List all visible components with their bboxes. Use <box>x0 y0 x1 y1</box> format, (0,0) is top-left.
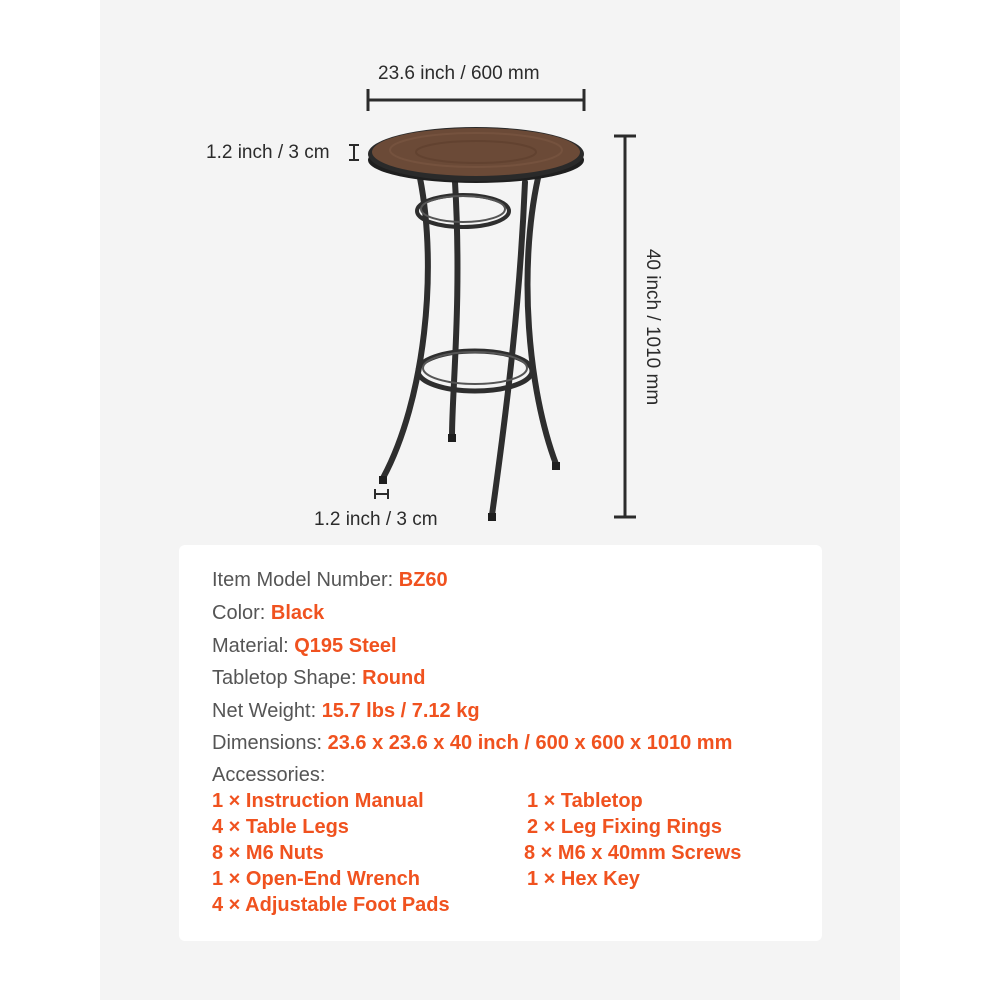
spec-model-value: BZ60 <box>398 569 448 591</box>
accessory-item: 1 × Open-End Wrench <box>212 868 420 890</box>
lower-fixing-ring <box>418 351 532 391</box>
spec-color <box>212 602 324 625</box>
spec-weight <box>212 700 480 723</box>
leg-thickness-label: 1.2 inch / 3 cm <box>314 509 438 530</box>
round-tabletop <box>368 127 584 183</box>
spec-material <box>212 635 397 658</box>
accessory-item: 1 × Instruction Manual <box>212 790 424 812</box>
spec-shape-value: Round <box>362 667 426 689</box>
spec-shape <box>212 667 425 690</box>
spec-weight-label: Net Weight: <box>212 700 322 722</box>
accessory-item: 8 × M6 Nuts <box>212 842 324 864</box>
spec-color-label: Color: <box>212 602 271 624</box>
height-label: 40 inch / 1010 mm <box>642 248 663 406</box>
leg-thickness-marker <box>375 489 388 499</box>
spec-model <box>212 569 448 592</box>
top-thickness-marker <box>349 145 359 160</box>
accessories-heading: Accessories: <box>212 764 326 786</box>
spec-weight-value: 15.7 lbs / 7.12 kg <box>321 700 480 722</box>
spec-dimensions-value: 23.6 x 23.6 x 40 inch / 600 x 600 x 1010 mm <box>327 732 733 754</box>
spec-dimensions-label: Dimensions: <box>212 732 328 754</box>
upper-fixing-ring <box>417 195 509 227</box>
width-dimension-line <box>368 89 584 111</box>
accessory-item: 4 × Table Legs <box>212 816 349 838</box>
top-thickness-label: 1.2 inch / 3 cm <box>206 142 330 163</box>
accessory-item: 4 × Adjustable Foot Pads <box>212 894 450 916</box>
spec-dimensions <box>212 732 732 755</box>
spec-model-label: Item Model Number: <box>212 569 399 591</box>
spec-color-value: Black <box>270 602 325 624</box>
accessory-item: 1 × Hex Key <box>527 868 640 890</box>
accessory-item: 1 × Tabletop <box>527 790 643 812</box>
accessory-item: 8 × M6 x 40mm Screws <box>524 842 742 864</box>
spec-material-value: Q195 Steel <box>294 635 397 657</box>
height-dimension-line <box>614 136 636 517</box>
width-label: 23.6 inch / 600 mm <box>378 63 540 84</box>
spec-material-label: Material: <box>212 635 295 657</box>
accessory-item: 2 × Leg Fixing Rings <box>527 816 723 838</box>
foot-pads <box>379 434 560 521</box>
spec-shape-label: Tabletop Shape: <box>212 667 363 689</box>
